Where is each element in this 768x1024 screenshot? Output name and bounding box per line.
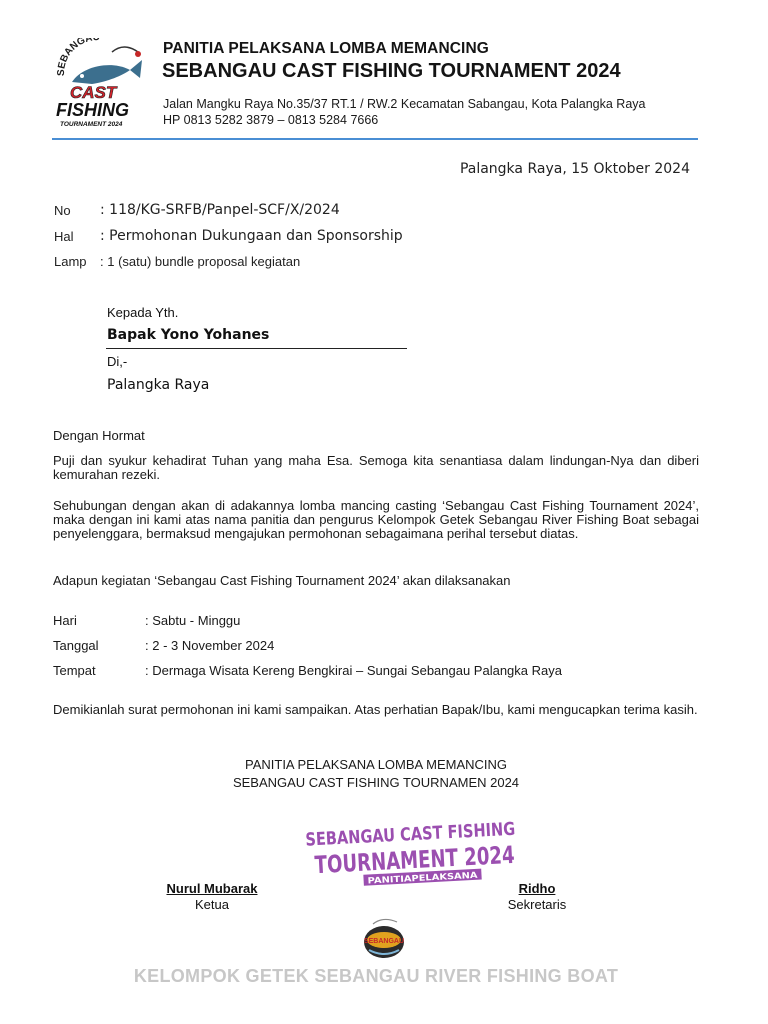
recipient-di: Di,- — [107, 354, 128, 369]
meta-label-no: No — [54, 203, 71, 218]
stamp-line1: SEBANGAU CAST FISHING — [304, 816, 528, 851]
meta-value-hal: : Permohonan Dukungaan dan Sponsorship — [100, 228, 403, 244]
committee-stamp — [302, 806, 528, 890]
detail-label-hari: Hari — [53, 613, 77, 628]
recipient-kepada: Kepada Yth. — [107, 305, 179, 320]
stamp-line3: PANITIAPELAKSANA — [367, 871, 463, 887]
detail-value-tanggal: : 2 - 3 November 2024 — [145, 638, 275, 653]
signer-sekretaris-role: Sekretaris — [507, 897, 567, 912]
letter-date: Palangka Raya, 15 Oktober 2024 — [459, 161, 690, 177]
detail-label-tempat: Tempat — [53, 663, 96, 678]
logo-arc-text: SEBANGA — [55, 38, 94, 77]
meta-label-hal: Hal — [54, 229, 74, 244]
detail-label-tanggal: Tanggal — [53, 638, 99, 653]
org-address: Jalan Mangku Raya No.35/37 RT.1 / RW.2 Kecamatan Sabangau, Kota Palangka Raya — [163, 97, 646, 111]
paragraph-2: Sehubungan dengan akan di adakannya lomba mancing casting ‘Sebangau Cast Fishing Tournament 2024’, maka dengan ini kami atas nama panitia dan pengurus Kelompok Getek Sebangau River Fishing Boat sebagai penyelenggara, bermaksud mengajukan permohonan sebagaimana perihal tersebut diatas. — [53, 498, 699, 541]
recipient-city: Palangka Raya — [107, 377, 210, 393]
stamp-line2: TOURNAMENT 2024 — [314, 837, 528, 880]
meta-value-no: : 118/KG-SRFB/Panpel-SCF/X/2024 — [100, 202, 340, 218]
recipient-name: Bapak Yono Yohanes — [107, 327, 270, 343]
paragraph-1: Puji dan syukur kehadirat Tuhan yang maha Esa. Semoga kita senantiasa dalam lindungan-Nya dan diberi kemurahan rezeki. — [53, 453, 699, 482]
org-title: PANITIA PELAKSANA LOMBA MEMANCING — [163, 40, 489, 57]
signer-sekretaris-name: Ridho — [518, 881, 556, 896]
small-logo-text: SEBANGAU — [363, 938, 405, 945]
paragraph-3: Adapun kegiatan ‘Sebangau Cast Fishing Tournament 2024’ akan dilaksanakan — [53, 573, 511, 588]
detail-value-hari: : Sabtu - Minggu — [145, 613, 241, 628]
sign-org-line1: PANITIA PELAKSANA LOMBA MEMANCING — [245, 757, 507, 772]
tournament-logo — [52, 38, 152, 130]
closing-paragraph: Demikianlah surat permohonan ini kami sampaikan. Atas perhatian Bapak/Ibu, kami mengucapkan terima kasih. — [53, 702, 698, 717]
meta-value-lamp: : 1 (satu) bundle proposal kegiatan — [100, 254, 301, 269]
sign-org-line2: SEBANGAU CAST FISHING TOURNAMEN 2024 — [232, 775, 520, 790]
logo-fishing-text: FISHING — [56, 100, 130, 120]
salutation: Dengan Hormat — [53, 428, 145, 443]
event-title: SEBANGAU CAST FISHING TOURNAMENT 2024 — [162, 60, 621, 82]
recipient-underline — [106, 348, 407, 349]
signer-ketua-name: Nurul Mubarak — [166, 881, 258, 896]
logo-cast-text: CAST — [70, 83, 117, 102]
detail-value-tempat: : Dermaga Wisata Kereng Bengkirai – Sungai Sebangau Palangka Raya — [145, 663, 562, 678]
footer-org: KELOMPOK GETEK SEBANGAU RIVER FISHING BOAT — [133, 966, 619, 986]
logo-tournament-text: TOURNAMENT 2024 — [60, 121, 123, 128]
signer-ketua-role: Ketua — [195, 897, 229, 912]
header-divider — [52, 138, 698, 140]
small-logo — [359, 916, 409, 966]
org-phone: HP 0813 5282 3879 – 0813 5284 7666 — [163, 113, 379, 127]
meta-label-lamp: Lamp — [54, 254, 87, 269]
